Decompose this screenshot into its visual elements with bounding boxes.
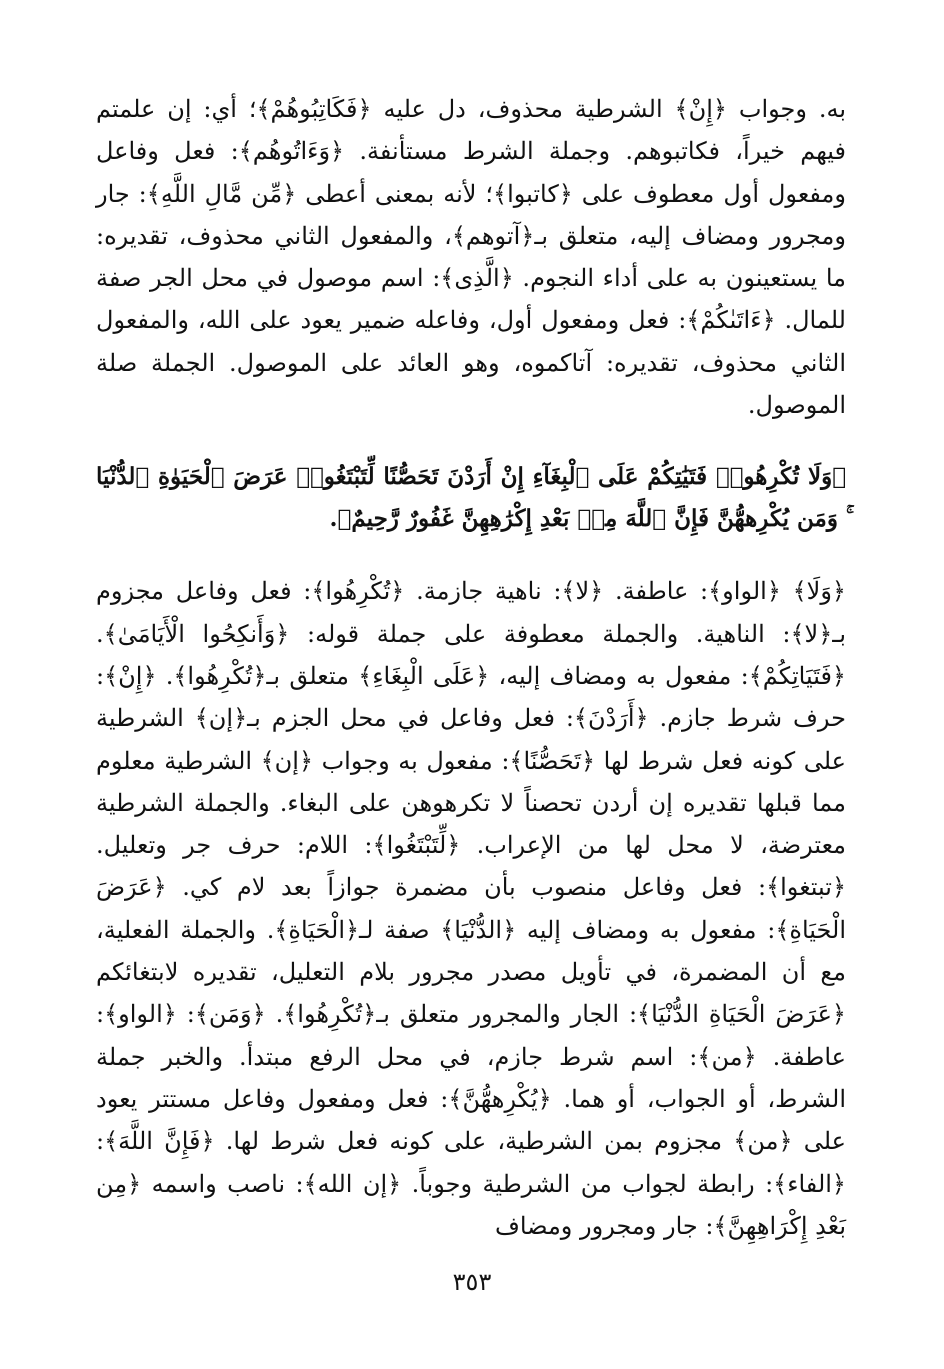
page-number: ٣٥٣	[452, 1268, 492, 1296]
paragraph-intro: به. وجواب ﴿إِنْ﴾ الشرطية محذوف، دل عليه ﴿فَكَاتِبُوهُمْ﴾؛ أي: إن علمتم فيهم خيراً، فكاتبوهم. وجملة الشرط مستأنفة. ﴿وَءَاتُوهُم﴾: فعل وفاعل ومفعول أول معطوف على ﴿كاتبوا﴾؛ لأنه بمعنى أعطى ﴿مِّن مَّالِ اللَّهِ﴾: جار ومجرور ومضاف إليه، متعلق بـ﴿آتوهم﴾، والمفعول الثاني محذوف، تقديره: ما يستعينون به على أداء النجوم. ﴿الَّذِى﴾: اسم موصول في محل الجر صفة للمال. ﴿ءَاتَىٰكُمْ﴾: فعل ومفعول أول، وفاعله ضمير يعود على الله، والمفعول الثاني محذوف، تقديره: آتاكموه، وهو العائد على الموصول. الجملة صلة الموصول.	[96, 95, 846, 420]
page-content	[96, 88, 846, 1247]
paragraph-parsing: ﴿وَلَا﴾ ﴿الواو﴾: عاطفة. ﴿لا﴾: ناهية جازمة. ﴿تُكْرِهُوا﴾: فعل وفاعل مجزوم بـ﴿لا﴾: الناهية. والجملة معطوفة على جملة قوله: ﴿وَأَنكِحُوا الْأَيَامَىٰ﴾. ﴿فَتَيَاتِكُمْ﴾: مفعول به ومضاف إليه، ﴿عَلَى الْبِغَاءِ﴾ متعلق بـ﴿تُكْرِهُوا﴾. ﴿إِنْ﴾: حرف شرط جازم. ﴿أَرَدْنَ﴾: فعل وفاعل في محل الجزم بـ﴿إن﴾ الشرطية على كونه فعل شرط لها ﴿تَحَصُّنًا﴾: مفعول به وجواب ﴿إن﴾ الشرطية معلوم مما قبلها تقديره إن أردن تحصناً لا تكرهوهن على البغاء. والجملة الشرطية معترضة، لا محل لها من الإعراب. ﴿لِّتَبْتَغُوا﴾: اللام: حرف جر وتعليل. ﴿تبتغوا﴾: فعل وفاعل منصوب بأن مضمرة جوازاً بعد لام كي. ﴿عَرَضَ الْحَيَاةِ﴾: مفعول به ومضاف إليه ﴿الدُّنْيَا﴾ صفة لـ﴿الْحَيَاةِ﴾. والجملة الفعلية، مع أن المضمرة، في تأويل مصدر مجرور بلام التعليل، تقديره لابتغائكم ﴿عَرَضَ الْحَيَاةِ الدُّنْيَا﴾: الجار والمجرور متعلق بـ﴿تُكْرِهُوا﴾. ﴿وَمَن﴾: ﴿الواو﴾: عاطفة. ﴿من﴾: اسم شرط جازم، في محل الرفع مبتدأ. والخبر جملة الشرط، أو الجواب، أو هما. ﴿يُكْرِههُّنَّ﴾: فعل ومفعول وفاعل مستتر يعود على ﴿من﴾ مجزوم بمن الشرطية، على كونه فعل شرط لها. ﴿فَإِنَّ اللَّهَ﴾: ﴿الفاء﴾: رابطة لجواب من الشرطية وجوباً. ﴿إن الله﴾: ناصب واسمه ﴿مِن بَعْدِ إِكْرَاهِهِنَّ﴾: جار ومجرور ومضاف	[96, 577, 846, 1240]
quran-verse: ﴿وَلَا تُكْرِهُوا۟ فَتَيَٰتِكُمْ عَلَى ٱلْبِغَآءِ إِنْ أَرَدْنَ تَحَصُّنًا لِّتَبْتَغُوا۟ عَرَضَ ٱلْحَيَوٰةِ ٱلدُّنْيَا ۚ وَمَن يُكْرِههُّنَّ فَإِنَّ ٱللَّهَ مِنۢ بَعْدِ إِكْرَٰهِهِنَّ غَفُورٌ رَّحِيمٌ﴾.	[96, 463, 846, 533]
